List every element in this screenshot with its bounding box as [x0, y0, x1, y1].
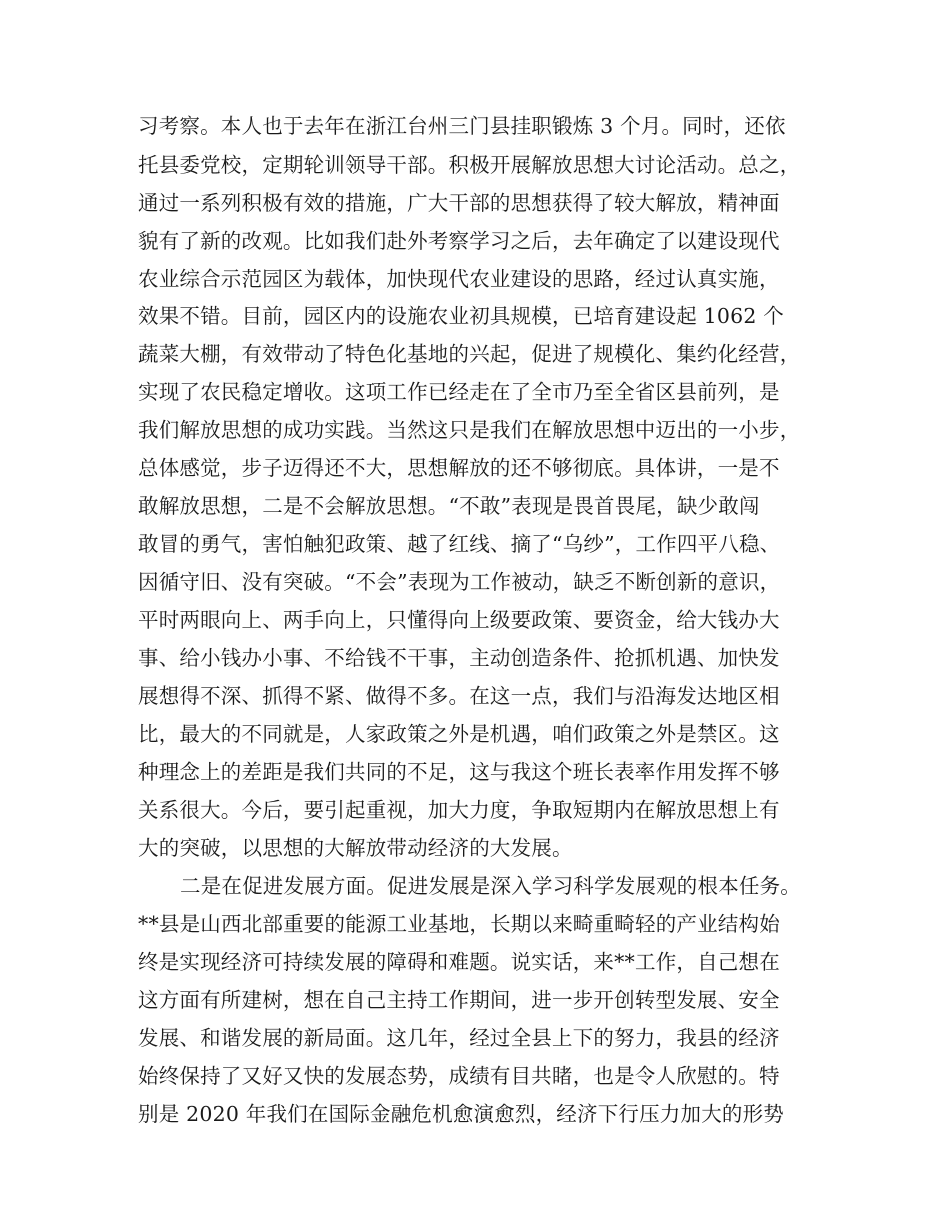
- text-line: 总体感觉，步子迈得还不大，思想解放的还不够彻底。具体讲，一是不: [138, 456, 780, 480]
- text-line: 我们解放思想的成功实践。当然这只是我们在解放思想中迈出的一小步，: [138, 418, 801, 442]
- text-line: 比，最大的不同就是，人家政策之外是机遇，咱们政策之外是禁区。这: [138, 722, 780, 746]
- paragraph-first-line: 二是在促进发展方面。促进发展是深入学习科学发展观的根本任务。: [180, 874, 801, 898]
- text-line: 大的突破，以思想的大解放带动经济的大发展。: [138, 836, 573, 860]
- text-line: 敢冒的勇气，害怕触犯政策、越了红线、摘了“乌纱”，工作四平八稳、: [138, 532, 781, 556]
- text-line: 别是 2020 年我们在国际金融危机愈演愈烈，经济下行压力加大的形势: [138, 1102, 785, 1126]
- text-line: **县是山西北部重要的能源工业基地，长期以来畸重畸轻的产业结构始: [138, 912, 780, 936]
- text-line: 敢解放思想，二是不会解放思想。“不敢”表现是畏首畏尾，缺少敢闯: [138, 494, 760, 518]
- text-line: 发展、和谐发展的新局面。这几年，经过全县上下的努力，我县的经济: [138, 1026, 780, 1050]
- text-line: 托县委党校，定期轮训领导干部。积极开展解放思想大讨论活动。总之，: [138, 153, 801, 177]
- text-line: 通过一系列积极有效的措施，广大干部的思想获得了较大解放，精神面: [138, 191, 780, 215]
- text-line: 实现了农民稳定增收。这项工作已经走在了全市乃至全省区县前列，是: [138, 380, 780, 404]
- text-line: 终是实现经济可持续发展的障碍和难题。说实话，来**工作，自己想在: [138, 950, 780, 974]
- text-line: 农业综合示范园区为载体，加快现代农业建设的思路，经过认真实施，: [138, 267, 780, 291]
- text-line: 始终保持了又好又快的发展态势，成绩有目共睹，也是令人欣慰的。特: [138, 1064, 780, 1088]
- text-line: 效果不错。目前，园区内的设施农业初具规模，已培育建设起 1062 个: [138, 304, 785, 328]
- text-line: 平时两眼向上、两手向上，只懂得向上级要政策、要资金，给大钱办大: [138, 608, 780, 632]
- text-line: 展想得不深、抓得不紧、做得不多。在这一点，我们与沿海发达地区相: [138, 684, 780, 708]
- text-line: 习考察。本人也于去年在浙江台州三门县挂职锻炼 3 个月。同时，还依: [138, 114, 786, 138]
- text-line: 事、给小钱办小事、不给钱不干事，主动创造条件、抢抓机遇、加快发: [138, 646, 780, 670]
- text-line: 蔬菜大棚，有效带动了特色化基地的兴起，促进了规模化、集约化经营，: [138, 342, 801, 366]
- text-line: 种理念上的差距是我们共同的不足，这与我这个班长表率作用发挥不够: [138, 760, 780, 784]
- text-line: 貌有了新的改观。比如我们赴外考察学习之后，去年确定了以建设现代: [138, 229, 780, 253]
- text-line: 关系很大。今后，要引起重视，加大力度，争取短期内在解放思想上有: [138, 798, 780, 822]
- text-line: 这方面有所建树，想在自己主持工作期间，进一步开创转型发展、安全: [138, 988, 780, 1012]
- text-line: 因循守旧、没有突破。“不会”表现为工作被动，缺乏不断创新的意识，: [138, 570, 781, 594]
